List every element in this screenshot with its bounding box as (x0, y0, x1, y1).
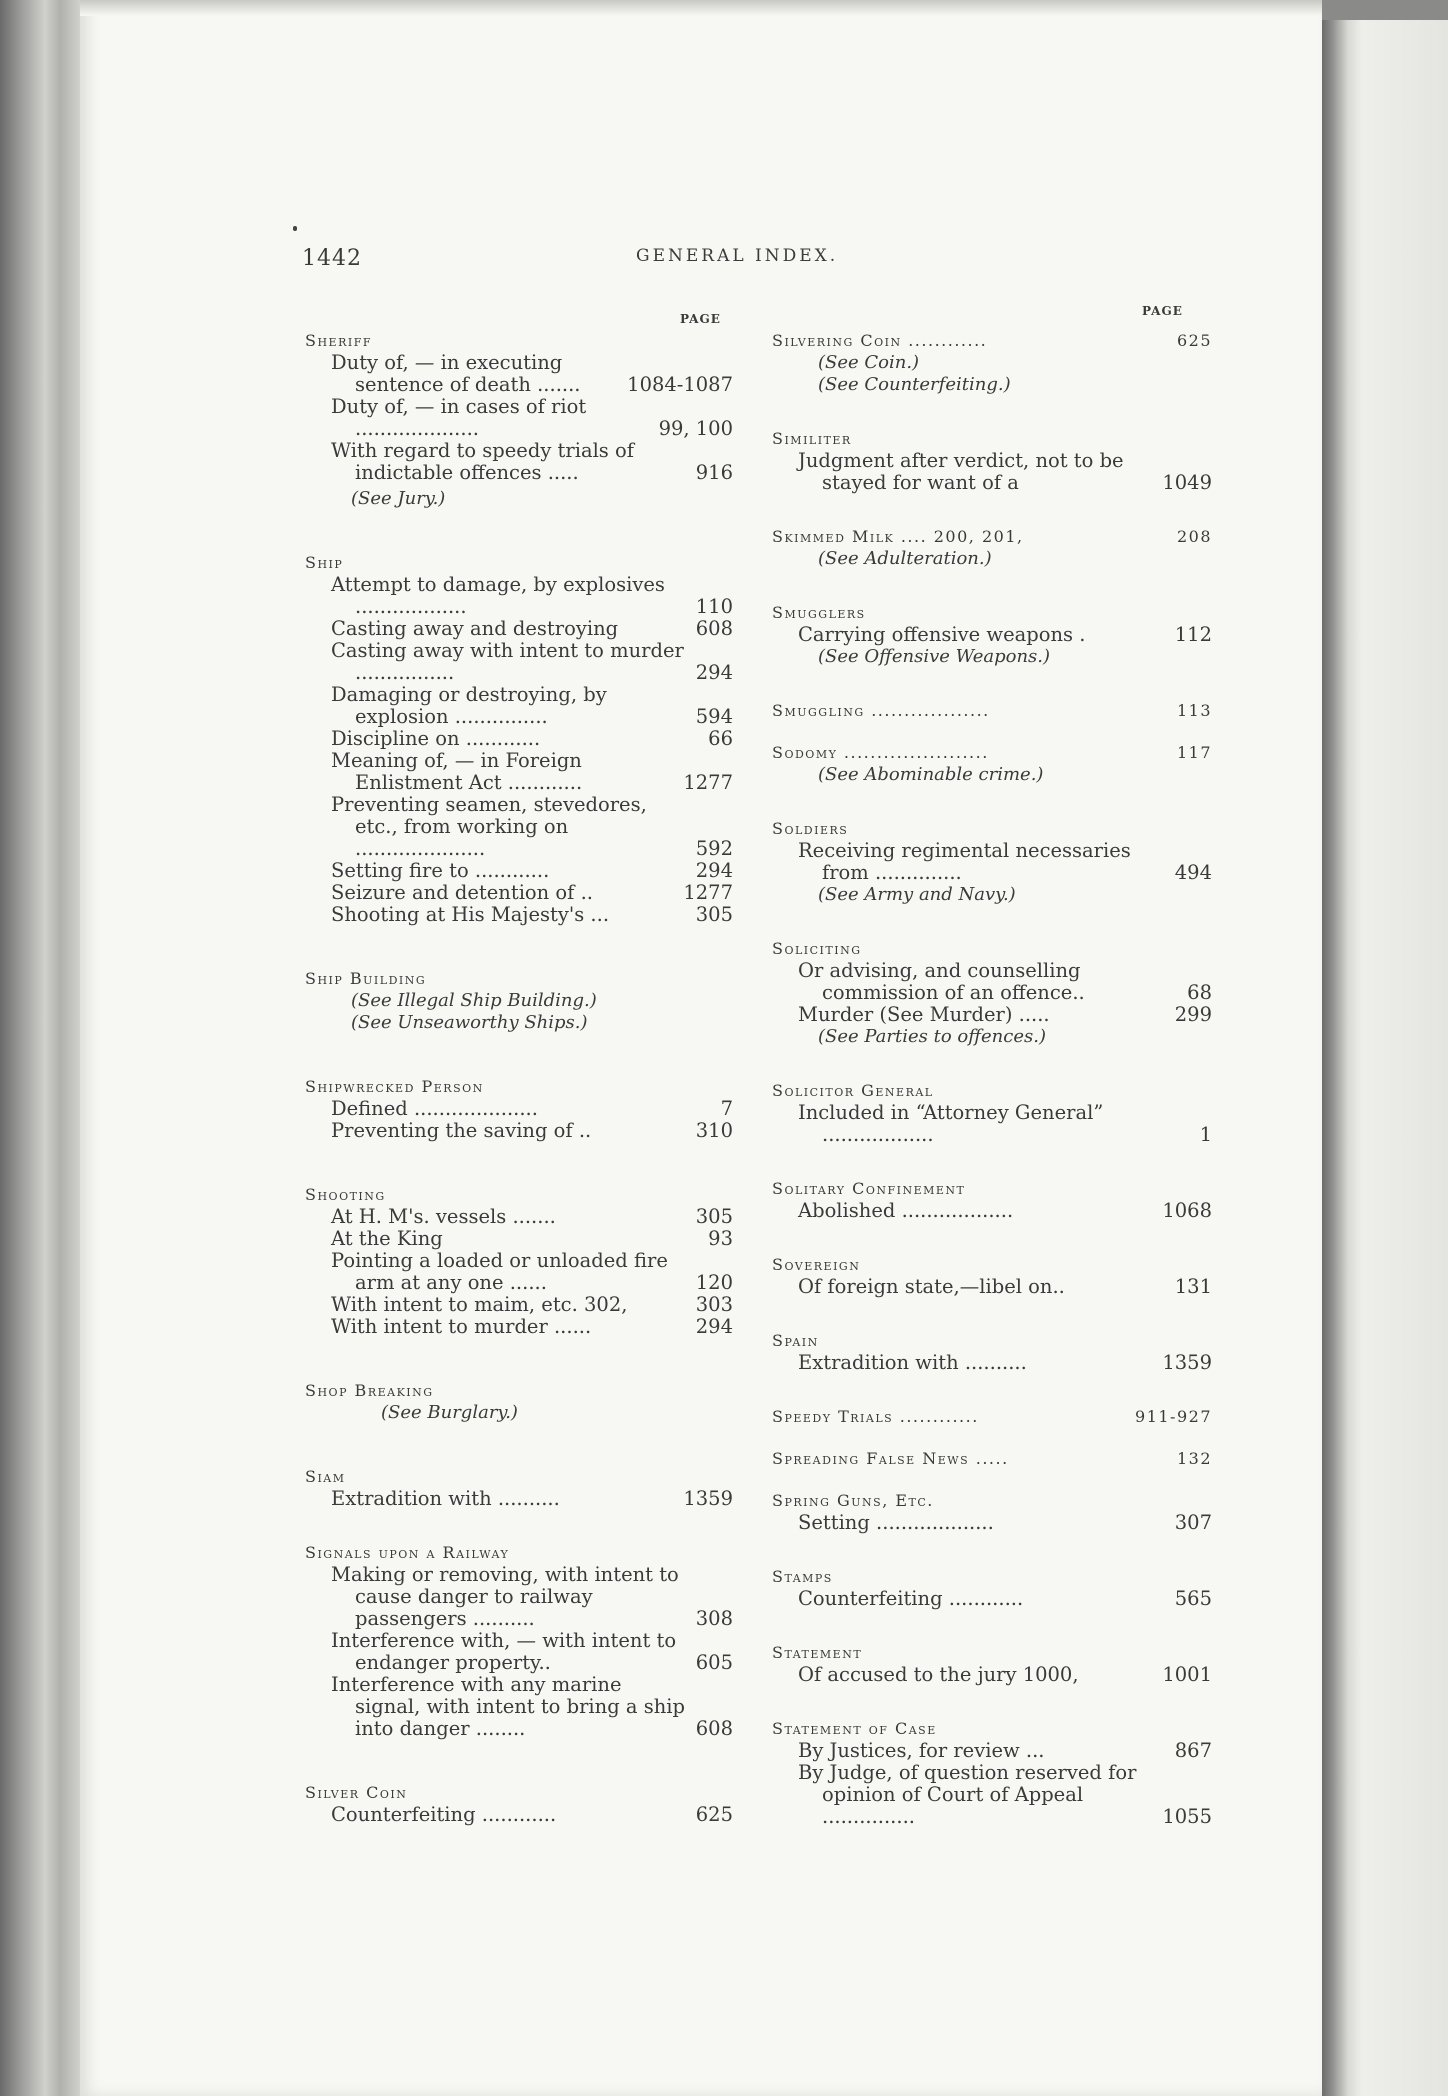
index-entry-statement (772, 1642, 1212, 1686)
entry-text: Carrying offensive weapons . (798, 623, 1086, 646)
entry-heading: Skimmed Milk .... 200, 201, (772, 527, 1024, 546)
entry-page: 1068 (1162, 1199, 1212, 1222)
entry-heading: Signals upon a Railway (305, 1543, 510, 1562)
entry-text: With intent to maim, etc. 302, (331, 1293, 628, 1316)
ink-mark (293, 226, 297, 231)
entry-heading: Solicitor General (772, 1081, 934, 1100)
entry-page: 1084-1087 (627, 373, 733, 396)
entry-text: Making or removing, with intent to cause danger to railway passengers .......... (331, 1563, 679, 1630)
entry-text: Murder (See Murder) ..... (798, 1003, 1050, 1026)
entry-page: 132 (1176, 1449, 1212, 1468)
entry-text: Pointing a loaded or unloaded fire arm at any one ...... (331, 1249, 668, 1294)
entry-text: Interference with, — with intent to endanger property.. (331, 1629, 677, 1674)
entry-text: With regard to speedy trials of indictable offences ..... (331, 439, 634, 484)
cross-reference: (See Army and Navy.) (818, 884, 1016, 905)
entry-page: 294 (695, 859, 733, 882)
entry-heading: Sodomy ...................... (772, 743, 989, 762)
entry-page: 625 (695, 1803, 733, 1826)
entry-page: 1055 (1162, 1805, 1212, 1828)
cross-reference: (See Coin.) (818, 352, 920, 373)
entry-page: 305 (695, 1205, 733, 1228)
entry-text: Counterfeiting ............ (331, 1803, 557, 1826)
cross-reference: (See Adulteration.) (818, 548, 992, 569)
entry-text: Extradition with .......... (798, 1351, 1027, 1374)
entry-page: 592 (695, 837, 733, 860)
entry-text: By Justices, for review ... (798, 1739, 1045, 1762)
index-entry-signals (305, 1542, 733, 1740)
index-entry-soliciting (772, 938, 1212, 1048)
index-entry-ship-building (305, 968, 733, 1034)
entry-page: 7 (720, 1097, 733, 1120)
entry-heading: Shop Breaking (305, 1381, 434, 1400)
entry-text: Counterfeiting ............ (798, 1587, 1024, 1610)
index-entry-sovereign (772, 1254, 1212, 1298)
right-column (772, 330, 1212, 1828)
entry-heading: Smugglers (772, 603, 866, 622)
entry-text: Of foreign state,—libel on.. (798, 1275, 1065, 1298)
entry-text: Setting ................... (798, 1511, 994, 1534)
entry-page: 1049 (1162, 471, 1212, 494)
index-entry-spreading-false-news (772, 1448, 1212, 1470)
page-top-edge (80, 0, 1322, 16)
right-binding-top (1322, 0, 1448, 20)
entry-text: Of accused to the jury 1000, (798, 1663, 1079, 1686)
entry-text: Abolished .................. (798, 1199, 1014, 1222)
entry-heading: Shooting (305, 1185, 386, 1204)
cross-reference: (See Unseaworthy Ships.) (351, 1012, 588, 1033)
entry-page: 594 (695, 705, 733, 728)
entry-page: 93 (708, 1227, 733, 1250)
index-entry-smuggling (772, 700, 1212, 722)
index-entry-statement-of-case (772, 1718, 1212, 1828)
cross-reference: (See Offensive Weapons.) (818, 646, 1051, 667)
page-title: GENERAL INDEX. (636, 246, 839, 266)
index-entry-smugglers (772, 602, 1212, 668)
entry-text: Shooting at His Majesty's ... (331, 903, 610, 926)
entry-text: Receiving regimental necessaries from .............. (798, 839, 1131, 884)
cross-reference: (See Jury.) (351, 488, 446, 509)
cross-reference: (See Counterfeiting.) (818, 374, 1011, 395)
entry-page: 494 (1174, 861, 1212, 884)
page-number: 1442 (302, 246, 362, 271)
entry-page: 1359 (683, 1487, 733, 1510)
entry-page: 867 (1174, 1739, 1212, 1762)
entry-page: 294 (695, 1315, 733, 1338)
entry-page: 66 (708, 727, 733, 750)
index-entry-ship (305, 552, 733, 926)
entry-heading: Statement of Case (772, 1719, 937, 1738)
entry-text: Duty of, — in cases of riot .................... (331, 395, 587, 440)
entry-text: At H. M's. vessels ....... (331, 1205, 556, 1228)
index-entry-skimmed-milk (772, 526, 1212, 570)
index-entry-spain (772, 1330, 1212, 1374)
entry-text: Judgment after verdict, not to be stayed for want of a (798, 449, 1124, 494)
entry-text: Casting away and destroying (331, 617, 619, 640)
entry-heading: Silvering Coin ............ (772, 331, 988, 350)
cross-reference: (See Abominable crime.) (818, 764, 1044, 785)
entry-heading: Silver Coin (305, 1783, 408, 1802)
entry-text: Discipline on ............ (331, 727, 541, 750)
entry-text: Duty of, — in executing sentence of death ....... (331, 351, 581, 396)
index-entry-sodomy (772, 742, 1212, 786)
entry-page: 1 (1199, 1123, 1212, 1146)
cross-reference: (See Burglary.) (381, 1402, 518, 1423)
index-entry-shipwrecked-person (305, 1076, 733, 1142)
entry-heading: Spreading False News ..... (772, 1449, 1009, 1468)
entry-heading: Similiter (772, 429, 852, 448)
entry-page: 307 (1174, 1511, 1212, 1534)
entry-heading: Siam (305, 1467, 346, 1486)
index-entry-silvering-coin (772, 330, 1212, 396)
entry-page: 625 (1176, 331, 1212, 350)
index-entry-speedy-trials (772, 1406, 1212, 1428)
entry-heading: Sovereign (772, 1255, 861, 1274)
index-entry-spring-guns (772, 1490, 1212, 1534)
entry-page: 117 (1176, 743, 1212, 762)
entry-text: Attempt to damage, by explosives .................. (331, 573, 665, 618)
entry-page: 68 (1187, 981, 1212, 1004)
cross-reference: (See Illegal Ship Building.) (351, 990, 597, 1011)
entry-text: Preventing seamen, stevedores, etc., from working on ..................... (331, 793, 647, 860)
entry-heading: Ship (305, 553, 344, 572)
entry-page: 1001 (1162, 1663, 1212, 1686)
entry-text: Meaning of, — in Foreign Enlistment Act ............ (331, 749, 583, 794)
entry-heading: Ship Building (305, 969, 427, 988)
entry-heading: Soldiers (772, 819, 849, 838)
index-entry-solitary-confinement (772, 1178, 1212, 1222)
entry-page: 608 (695, 1717, 733, 1740)
page-column-label-left: PAGE (680, 312, 721, 326)
index-entry-stamps (772, 1566, 1212, 1610)
entry-page: 1277 (683, 771, 733, 794)
entry-text: Interference with any marine signal, with intent to bring a ship into danger ........ (331, 1673, 685, 1740)
entry-page: 308 (695, 1607, 733, 1630)
entry-page: 113 (1176, 701, 1212, 720)
entry-text: Defined .................... (331, 1097, 538, 1120)
entry-page: 605 (695, 1651, 733, 1674)
entry-page: 1359 (1162, 1351, 1212, 1374)
entry-heading: Speedy Trials ............ (772, 1407, 979, 1426)
index-entry-shooting (305, 1184, 733, 1338)
entry-text: Preventing the saving of .. (331, 1119, 592, 1142)
entry-heading: Spain (772, 1331, 819, 1350)
entry-heading: Soliciting (772, 939, 862, 958)
entry-page: 208 (1176, 527, 1212, 546)
index-entry-sheriff (305, 330, 733, 510)
entry-text: Setting fire to ............ (331, 859, 550, 882)
entry-heading: Shipwrecked Person (305, 1077, 484, 1096)
index-entry-solicitor-general (772, 1080, 1212, 1146)
page-column-label-right: PAGE (1142, 304, 1183, 318)
entry-heading: Sheriff (305, 331, 372, 350)
entry-page: 911-927 (1135, 1407, 1212, 1426)
entry-page: 294 (695, 661, 733, 684)
entry-page: 120 (695, 1271, 733, 1294)
index-entry-silver-coin (305, 1782, 733, 1826)
entry-page: 99, 100 (658, 417, 733, 440)
entry-page: 112 (1174, 623, 1212, 646)
entry-text: Or advising, and counselling commission of an offence.. (798, 959, 1085, 1004)
entry-heading: Solitary Confinement (772, 1179, 966, 1198)
entry-text: Extradition with .......... (331, 1487, 560, 1510)
entry-page: 305 (695, 903, 733, 926)
entry-heading: Smuggling .................. (772, 701, 990, 720)
entry-page: 110 (695, 595, 733, 618)
entry-text: Included in “Attorney General” .................. (798, 1101, 1104, 1146)
right-binding (1322, 0, 1448, 2096)
cross-reference: (See Parties to offences.) (818, 1026, 1046, 1047)
entry-page: 303 (695, 1293, 733, 1316)
entry-page: 565 (1174, 1587, 1212, 1610)
entry-heading: Statement (772, 1643, 863, 1662)
index-entry-similiter (772, 428, 1212, 494)
entry-page: 1277 (683, 881, 733, 904)
entry-page: 310 (695, 1119, 733, 1142)
entry-page: 916 (695, 461, 733, 484)
left-column (305, 330, 733, 1826)
entry-text: Casting away with intent to murder ................ (331, 639, 684, 684)
index-entry-soldiers (772, 818, 1212, 906)
entry-heading: Spring Guns, Etc. (772, 1491, 934, 1510)
entry-text: With intent to murder ...... (331, 1315, 592, 1338)
entry-heading: Stamps (772, 1567, 833, 1586)
entry-text: By Judge, of question reserved for opinion of Court of Appeal ............... (798, 1761, 1137, 1828)
entry-text: Seizure and detention of .. (331, 881, 593, 904)
index-entry-siam (305, 1466, 733, 1510)
entry-text: Damaging or destroying, by explosion ............... (331, 683, 607, 728)
entry-page: 299 (1174, 1003, 1212, 1026)
entry-page: 608 (695, 617, 733, 640)
entry-page: 131 (1174, 1275, 1212, 1298)
index-entry-shop-breaking (305, 1380, 733, 1424)
entry-text: At the King (331, 1227, 443, 1250)
